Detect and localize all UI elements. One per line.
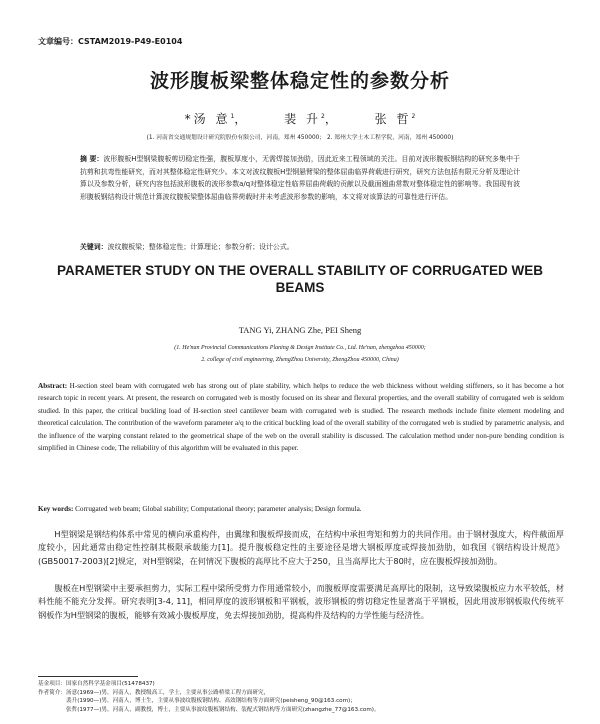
authors-english: TANG Yi, ZHANG Zhe, PEI Sheng (238, 325, 362, 335)
article-number: 文章编号：CSTAM2019-P49-E0104 (38, 37, 183, 46)
authors-chinese (0, 110, 600, 127)
author-2: 裴 升$^2$， (284, 112, 340, 126)
affiliation-en-2: 2. college of civil engineering, ZhengZhou University, ZhengZhou 450000, China) (201, 357, 399, 363)
keywords-cn-text: 波纹腹板梁；整体稳定性；计算理论；参数分析；设计公式。 (107, 243, 294, 251)
affiliation-en-1: (1. He'nan Provincial Communications Planing & Design Institute Co., Ltd. He'nan, zhengzhou 450000; (174, 345, 426, 351)
abstract-cn-text: 波形腹板H型钢梁腹板剪切稳定性强，腹板厚度小，无需焊接加劲肋，因此近来工程领域的关注。目前对波形腹板钢结构的研究多集中于抗剪和抗弯性能研究，而对其整体稳定性研究少。本文对波纹腹板H型钢悬臂梁的整体屈曲临界荷载进行研究，研究方法包括有限元分析及理论计算以及参数分析，研究内容包括波形腹板的波形参数a/q对整体稳定性临界屈曲荷载的贡献以及截面翘曲常数对整体稳定性的影响等。我国现有波形腹板钢结构设计规范计算波纹腹板梁整体屈曲临界荷载时并未考虑波形参数的影响，本文将对该算法的可靠性进行评估。 (80, 155, 520, 201)
keywords-cn-label: 关键词： (80, 243, 108, 251)
body-paragraph-2: 腹板在H型钢梁中主要承担剪力，实际工程中梁所受剪力作用通常较小，而腹板厚度需要满足高厚比的限制，这导致梁腹板应力水平较低，材料性能不能充分发挥。研究表明[3-4, 11]，相同厚度的波形钢板和平钢板，波形钢板的剪切稳定性显著高于平钢板，因此用波形钢板取代传统平钢板作为H型钢梁的腹板，能够有效减小腹板厚度，免去焊接加劲肋，提高构件及结构的力学性能与经济性。 (38, 583, 564, 620)
affiliations-chinese: (1. 河南省交通规划设计研究院股份有限公司，河南，郑州 450000； 2. 郑州大学土木工程学院，河南，郑州 450000) (146, 135, 454, 141)
affiliations-english (0, 342, 600, 366)
title-english: PARAMETER STUDY ON THE OVERALL STABILITY OF CORRUGATED WEB BEAMS (56, 263, 543, 295)
keywords-chinese (80, 241, 520, 251)
footnote-author-1: 作者简介：汤意(1969—)男，河南人，教授级高工，学士，主要从事公路桥梁工程方面研究， (38, 689, 270, 696)
footnotes (38, 680, 564, 714)
footnote-divider (38, 676, 138, 677)
author-3: 张 哲$^2$ (374, 112, 416, 126)
title-chinese: 波形腹板梁整体稳定性的参数分析 (149, 70, 450, 92)
body-paragraph-1: H型钢梁是钢结构体系中常见的横向承重构件，由翼缘和腹板焊接而成，在结构中承担弯矩和剪力的共同作用。由于钢材强度大，构件截面厚度较小，因此通常由稳定性控制其极限承载能力[1]。提升腹板稳定性的主要途径是增大钢板厚度或焊接加劲肋，如我国《钢结构设计规范》(GB50017-2003)[2]规定，对H型钢梁，在何情况下腹板的高厚比不应大于250，且当高厚比大于80时，应在腹板焊接加劲肋。 (38, 529, 564, 566)
keywords-en-label: Key words: (38, 505, 74, 513)
abstract-en-text: H-section steel beam with corrugated web has strong out of plate stability, which helps to reduce the web thickness without welding stiffeners, so it has become a hot research topic in recent years. At present, the research on corrugated web is mostly focused on its shear and flexural properties, and the overall stability of corrugated web is seldom studied. In this paper, the critical buckling load of H-section steel cantilever beam with corrugated web is studied. The research methods include finite element modeling and theoretical calculation. The contribution of the waveform parameter a/q to the critical buckling load of the overall stability of the corrugated web is studied by parametric analysis, and the influence of the warping constant related to the geometrical shape of the web on the overall stability is discussed. The calculation method under non-pure bending condition is simplified in Chinese code, The reliability of this algorithm will be evaluated in this paper. (38, 382, 564, 453)
keywords-english (38, 505, 564, 513)
footnote-author-3: 张哲(1977—)男，河南人，副教授，博士，主要从事波纹腹板钢结构、装配式钢结构等方面研究(zhangzhe_77@163.com)。 (66, 706, 380, 713)
abstract-chinese (80, 153, 520, 203)
author-1: *汤 意$^1$， (184, 112, 250, 126)
abstract-cn-label: 摘 要： (80, 155, 104, 163)
abstract-en-label: Abstract: (38, 382, 68, 390)
keywords-en-text: Corrugated web beam; Global stability; Computational theory; parameter analysis; Design formula. (75, 505, 362, 513)
footnote-funding: 基金项目：国家自然科学基金项目(51478437) (38, 681, 155, 687)
footnote-author-2: 裴升(1990—)男，河南人，博士生，主要从事波纹腹板钢结构、高效钢结构等方面研究(peisheng_90@163.com)； (66, 698, 356, 705)
abstract-english (38, 380, 564, 454)
